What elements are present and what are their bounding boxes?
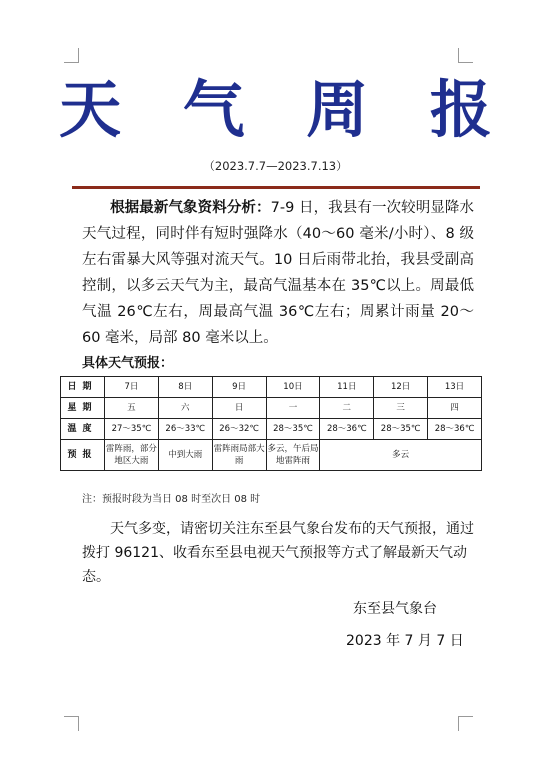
- table-row-forecast: [61, 440, 482, 471]
- forecast-note: 注：预报时段为当日 08 时至次日 08 时: [82, 494, 261, 505]
- date-cell: 13日: [428, 377, 482, 398]
- weekday-cell: 五: [105, 398, 159, 419]
- weekday-cell: 四: [428, 398, 482, 419]
- temp-cell: 28～35℃: [266, 419, 320, 440]
- table-row-temps: [61, 419, 482, 440]
- forecast-cell: 雷阵雨，部分地区大雨: [105, 440, 159, 471]
- analysis-text: 7-9 日，我县有一次较明显降水天气过程，同时伴有短时强降水（40～60 毫米/小时）、8 级左右雷暴大风等强对流天气。10 日后雨带北抬，我县受副高控制，以多云天气为主，最高气温基本在 35℃以上。周最低气温 26℃左右，周最高气温 36℃左右；周累计雨量 20～60 毫米，局部 80 毫米以上。: [82, 200, 475, 346]
- weekday-cell: 六: [158, 398, 212, 419]
- date-cell: 11日: [320, 377, 374, 398]
- date-cell: 9日: [212, 377, 266, 398]
- signature-date: 2023 年 7 月 7 日: [346, 633, 464, 649]
- row-label-date: 日期: [61, 377, 105, 398]
- date-cell: 10日: [266, 377, 320, 398]
- forecast-table: [60, 376, 482, 471]
- forecast-cell: 中到大雨: [158, 440, 212, 471]
- forecast-cell: 多云，午后局地雷阵雨: [266, 440, 320, 471]
- temp-cell: 28～36℃: [320, 419, 374, 440]
- forecast-cell-merged: 多云: [320, 440, 482, 471]
- row-label-weekday: 星期: [61, 398, 105, 419]
- temp-cell: 28～35℃: [374, 419, 428, 440]
- forecast-heading: 具体天气预报：: [82, 356, 174, 371]
- temp-cell: 26～33℃: [158, 419, 212, 440]
- title-divider: [72, 186, 480, 189]
- closing-text: 天气多变，请密切关注东至县气象台发布的天气预报，通过拨打 96121、收看东至县电视天气预报等方式了解最新天气动态。: [82, 521, 474, 585]
- crop-mark-bottom-right: [458, 716, 473, 731]
- analysis-lead: 根据最新气象资料分析：: [110, 200, 271, 216]
- crop-mark-top-left: [64, 48, 79, 63]
- temp-cell: 26～32℃: [212, 419, 266, 440]
- weekday-cell: 二: [320, 398, 374, 419]
- date-cell: 12日: [374, 377, 428, 398]
- row-label-forecast: 预报: [61, 440, 105, 471]
- temp-cell: 28～36℃: [428, 419, 482, 440]
- crop-mark-bottom-left: [64, 716, 79, 731]
- weekday-cell: 三: [374, 398, 428, 419]
- date-cell: 8日: [158, 377, 212, 398]
- row-label-temp: 温度: [61, 419, 105, 440]
- forecast-cell: 雷阵雨局部大雨: [212, 440, 266, 471]
- closing-paragraph: [82, 517, 474, 589]
- crop-mark-top-right: [458, 48, 473, 63]
- document-title: 天 气 周 报: [59, 73, 512, 146]
- date-cell: 7日: [105, 377, 159, 398]
- temp-cell: 27～35℃: [105, 419, 159, 440]
- table-row-weekdays: [61, 398, 482, 419]
- date-range: （2023.7.7—2023.7.13）: [203, 159, 348, 173]
- analysis-paragraph: [82, 195, 474, 351]
- weekday-cell: 日: [212, 398, 266, 419]
- table-row-dates: [61, 377, 482, 398]
- weekday-cell: 一: [266, 398, 320, 419]
- signature-org: 东至县气象台: [353, 601, 437, 617]
